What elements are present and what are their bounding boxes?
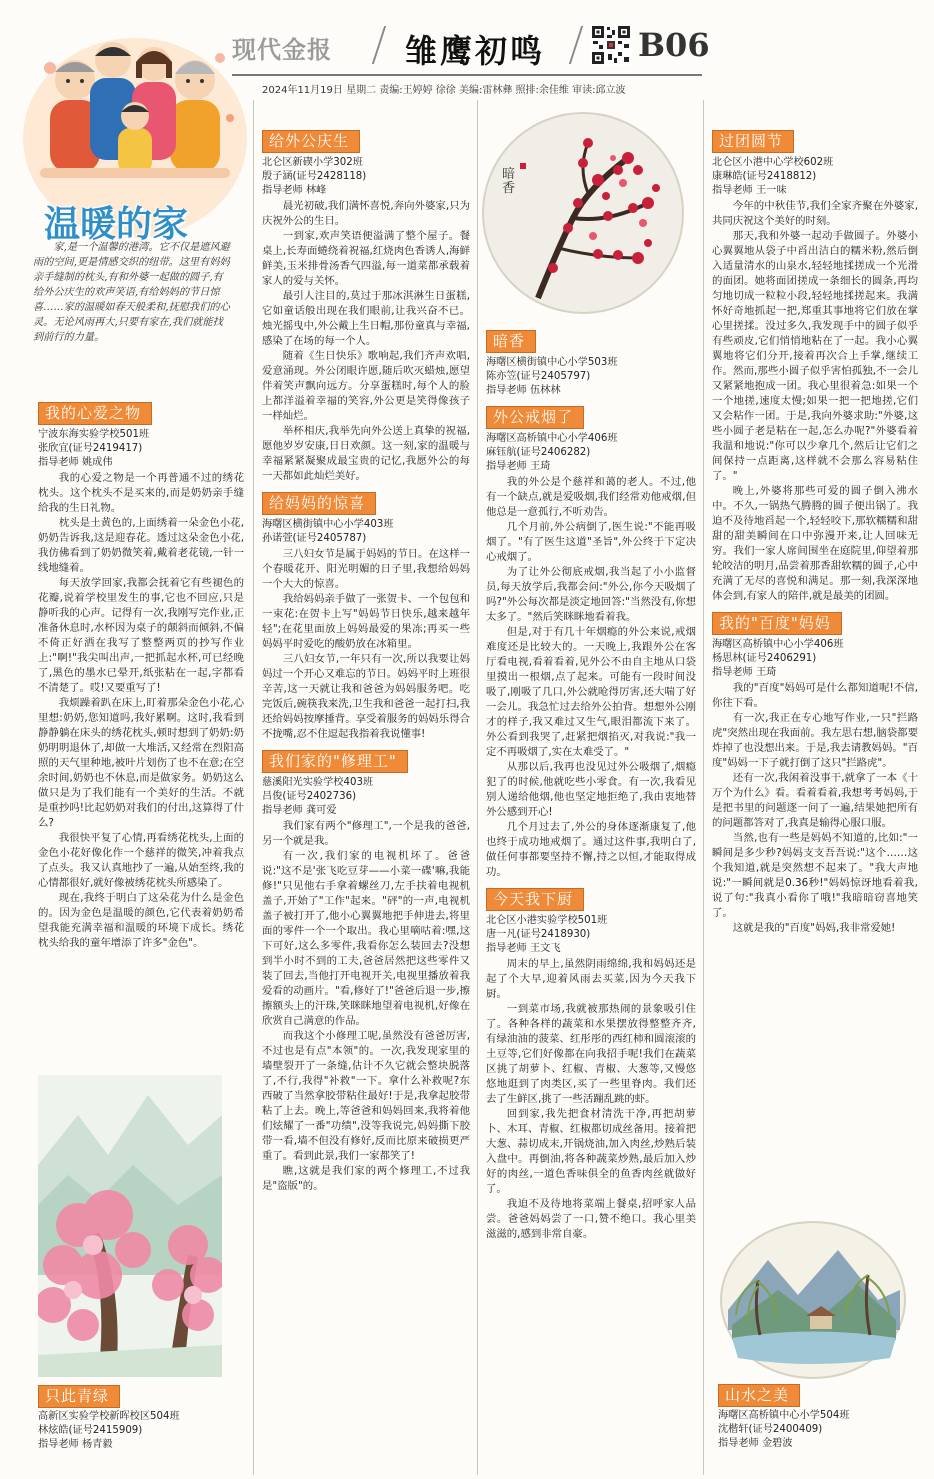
artwork-plum — [486, 328, 696, 398]
paragraph: 一到家,欢声笑语便溢满了整个屋子。餐桌上,长寿面蜷绕着祝福,红烧肉色香诱人,海鲜鲜美,玉米排骨汤香气四溢,每一道菜都承载着家人的爱与关怀。 — [262, 230, 470, 287]
article-title: 我们家的"修理工" — [262, 750, 408, 773]
article-teacher: 指导老师 龚可爱 — [262, 805, 337, 816]
artwork-school: 海曙区高桥镇中心小学504班 — [718, 1410, 850, 1421]
article-reunion-festival — [712, 128, 918, 604]
article-author: 麻钰航(证号2406282) — [486, 447, 591, 458]
column-rule — [253, 100, 254, 1475]
article-teacher: 指导老师 林峰 — [262, 185, 327, 196]
artwork-teacher: 指导老师 金碧波 — [718, 1438, 793, 1449]
paragraph: 那天,我和外婆一起动手做圆子。外婆小心翼翼地从袋子中舀出洁白的糯米粉,然后倒入适量清水的山泉水,轻轻地揉搓成一个光滑的面团。她将面团搓成一条细长的圆条,再均匀地切成一粒粒小段,轻轻地揉搓起来。我满怀好奇地抓起一把,郑重其事地将它们放在掌心里搓揉。没过多久,我发现手中的圆子似乎有些顽皮,它们悄悄地粘在了一起。我小心翼翼地将它们分开,接着再次合上手掌,继续工作。然而,那些小圆子似乎害怕孤独,不一会儿又紧紧地抱成一团。我心里很着急:如果一个一个地搓,速度太慢;如果一把一把地搓,它们又会粘作一团。于是,我向外婆求助:"外婆,这些小圆子老是粘在一起,怎么办呢?"外婆看着我温和地说:"你可以少拿几个,然后让它们之间保持一点距离,这样就不会那么容易粘住了。" — [712, 230, 918, 482]
paragraph: 三八妇女节是属于妈妈的节日。在这样一个春暖花开、阳光明媚的日子里,我想给妈妈一个大大的惊喜。 — [262, 548, 470, 590]
paragraph: 现在,我终于明白了这朵花为什么是金色的。因为金色是温暖的颜色,它代表着奶奶希望我能充满幸福和温暖的环境下成长。绣花枕头给我的童年增添了许多"金色"。 — [38, 892, 244, 949]
article-title: 过团圆节 — [712, 130, 794, 153]
artwork-author: 沈楷轩(证号2400409) — [718, 1424, 823, 1435]
section-title: 雏鹰初鸣 — [405, 32, 546, 70]
paragraph: 瞧,这就是我们家的两个修理工,不过我是"盗版"的。 — [262, 1165, 470, 1192]
article-author: 康琳皓(证号2418812) — [712, 171, 817, 182]
artwork-credit — [718, 1409, 924, 1451]
article-school: 宁波东海实验学校501班 — [38, 429, 150, 440]
paragraph: 从那以后,我再也没见过外公吸烟了,烟瘾犯了的时候,他就吃些小零食。有一次,我看见别人递给他烟,他也坚定地拒绝了,我由衷地替外公感到开心! — [486, 761, 696, 818]
article-my-treasure — [38, 400, 244, 951]
article-school: 慈溪阳光实验学校403班 — [262, 777, 374, 788]
column-rule — [703, 100, 704, 1475]
column-2 — [262, 128, 470, 1200]
paragraph: 而我这个小修理工呢,虽然没有爸爸厉害,不过也是有点"本领"的。一次,我发现家里的墙壁裂开了一条缝,估计不久它就会整块脱落了,不行,我得"补救"一下。拿什么补救呢?东西破了当然拿胶带粘住最好!于是,我拿起胶带粘了上去。晚上,等爸爸和妈妈回来,我将着他们炫耀了一番"功绩",没等我说完,妈妈撕下胶带一看,墙不但没有修好,反而比原来破损更严重了。看到此景,我们一家都笑了! — [262, 1030, 470, 1162]
article-teacher: 指导老师 王一味 — [712, 185, 787, 196]
paragraph: 一到菜市场,我就被那热闹的景象吸引住了。各种各样的蔬菜和水果摆放得整整齐齐,有绿油油的菠菜、红彤彤的西红柿和圆滚滚的土豆等,它们好像都在向我招手呢!我们在蔬菜区挑了胡萝卜、红椒、青椒、大葱等,又慢悠悠地逛到了肉类区,买了一些里脊肉。我们还去了生鲜区,挑了一些活蹦乱跳的虾。 — [486, 1003, 696, 1105]
column-4 — [712, 128, 918, 942]
page-number: B06 — [638, 26, 710, 64]
paragraph: 我迫不及待地将菜端上餐桌,招呼家人品尝。爸爸妈妈尝了一口,赞不绝口。我心里美滋滋的,感到非常自豪。 — [486, 1198, 696, 1240]
paragraph: 有一次,我正在专心地写作业,一只"拦路虎"突然出现在我面前。我左思右想,脑袋都要炸掉了也没想出来。于是,我去请教妈妈。"百度"妈妈一下子就打倒了这只"拦路虎"。 — [712, 712, 918, 769]
article-title: 我的心爱之物 — [38, 402, 152, 425]
paragraph: 我的"百度"妈妈可是什么都知道呢!不信,你往下看。 — [712, 682, 918, 709]
artwork-title: 暗香 — [486, 330, 536, 353]
paragraph: 还有一次,我闲着没事干,就拿了一本《十万个为什么》看。看着看着,我想考考妈妈,于是把书里的问题逐一问了一遍,结果她把所有的问题都答对了,我真是输得心服口服。 — [712, 772, 918, 829]
paragraph: 枕头是土黄色的,上面绣着一朵金色小花,奶奶告诉我,这是迎春花。透过这朵金色小花,我仿佛看到了奶奶微笑着,戴着老花镜,一针一线地缝着。 — [38, 517, 244, 574]
paragraph: 有一次,我们家的电视机坏了。爸爸说:"这不是'张飞吃豆芽——小菜一碟'嘛,我能修!"只见他右手拿着螺丝刀,左手扶着电视机盖子,开始了"工作"起来。"砰"的一声,电视机盖子被打开了,他小心翼翼地把手伸进去,将里面的零件一个一个取出。我心里嘀咕着:嘿,这下可好,这么多零件,我看你怎么装回去?没想到半小时不到的工夫,爸爸居然把这些零件又装了回去,当他打开电视开关,电视里播放着我爱看的动画片。"看,修好了!"爸爸后退一步,擦擦额头上的汗珠,笑眯眯地望着电视机,好像在欣赏自己满意的作品。 — [262, 850, 470, 1027]
article-school: 海曙区横街镇中心小学403班 — [262, 519, 394, 530]
artwork-school: 海曙区横街镇中心小学503班 — [486, 357, 618, 368]
article-mom-surprise — [262, 490, 470, 742]
article-title: 今天我下厨 — [486, 888, 584, 911]
paragraph: 几个月过去了,外公的身体逐渐康复了,他也终于成功地戒烟了。通过这件事,我明白了,做任何事都要坚持不懈,持之以恒,才能取得成功。 — [486, 821, 696, 878]
paragraph: 我很快平复了心情,再看绣花枕头,上面的金色小花好像化作一个慈祥的微笑,冲着我点了点头。我又认真地抄了一遍,从始至终,我的心情都很好,就好像被绣花枕头所感染了。 — [38, 832, 244, 889]
paragraph: 当然,也有一些是妈妈不知道的,比如:"一瞬间是多少秒?妈妈支支吾吾说:"这个……这个我知道,就是突然想不起来了。"我大声地说:"一瞬间就是0.36秒!"妈妈惊讶地看着我,说了句:"我真小看你了哦!"我暗暗窃喜地笑了。 — [712, 832, 918, 919]
paragraph: 回到家,我先把食材清洗干净,再把胡萝卜、木耳、青椒、红椒都切成丝备用。接着把大葱、蒜切成末,开锅烧油,加入肉丝,炒熟后装入盘中。再倒油,将各种蔬菜炒熟,最后加入炒好的肉丝,一道色香味俱全的鱼香肉丝就做好了。 — [486, 1108, 696, 1195]
section-intro: 家,是一个温馨的港湾。它不仅是遮风避雨的空间,更是情感交织的纽带。这里有妈妈亲手缝制的枕头,有和外婆一起做的圆子,有给外公庆生的欢声笑语,有给妈妈的节日惊喜……家的温暖如春天般柔和,抚慰我们的心灵。无论风雨再大,只要有家在,我们就能找到前行的力量。 — [33, 242, 230, 343]
column-1 — [38, 400, 244, 957]
article-author: 殷子涵(证号2428118) — [262, 171, 367, 182]
article-grandpa-birthday — [262, 128, 470, 484]
article-author: 张欣宜(证号2419417) — [38, 443, 143, 454]
paragraph: 我烦躁着趴在床上,盯着那朵金色小花,心里想:奶奶,您知道吗,我好累啊。这时,我看到静静躺在床头的绣花枕头,顿时想到了奶奶:奶奶明明退休了,却做一大堆活,又经常在烈阳高照的天气里种地,被叶片划伤了也不在意;在空余时间,奶奶也不休息,而是做家务。奶奶这么做只是为了我们能有一个美好的生活。不就是重抄吗!比起奶奶对我们的付出,这算得了什么? — [38, 697, 244, 829]
article-teacher: 指导老师 王琦 — [486, 461, 551, 472]
paragraph: 随着《生日快乐》歌响起,我们齐声欢唱,爱意涌现。外公闭眼许愿,随后吹灭蜡烛,愿望伴着笑声飘向远方。分享蛋糕时,每个人的脸上都洋溢着幸福的笑容,外公更是笑得像孩子一样灿烂。 — [262, 350, 470, 422]
article-teacher: 指导老师 王文飞 — [486, 943, 561, 954]
paragraph: 晨光初破,我们满怀喜悦,奔向外婆家,只为庆祝外公的生日。 — [262, 200, 470, 227]
masthead-divider — [569, 26, 583, 64]
paragraph: 这就是我的"百度"妈妈,我非常爱她! — [732, 922, 896, 934]
paragraph: 为了让外公彻底戒烟,我当起了小小监督员,每天放学后,我都会问:"外公,你今天吸烟了吗?"外公每次都是淡定地回答:"当然没有,你想太多了。"然后笑眯眯地看着我。 — [486, 566, 696, 623]
landscape-painting-blossom — [38, 1075, 222, 1377]
artwork-title: 只此青绿 — [38, 1385, 120, 1408]
paragraph: 今年的中秋佳节,我们全家齐聚在外婆家,共同庆祝这个美好的时刻。 — [712, 200, 918, 227]
article-author: 唐一凡(证号2418930) — [486, 929, 591, 940]
paragraph: 我的外公是个慈祥和蔼的老人。不过,他有一个缺点,就是爱吸烟,我们经常劝他戒烟,但他总是一意孤行,不听劝告。 — [486, 476, 696, 518]
paragraph: 三八妇女节,一年只有一次,所以我要让妈妈过一个开心又难忘的节日。妈妈平时上班很辛苦,这一天就让我和爸爸为妈妈服务吧。吃完饭后,碗筷我来洗,卫生我和爸爸一起打扫,我还给妈妈按摩捶背。享受着服务的妈妈乐得合不拢嘴,忍不住逗起我指着我说懂事! — [262, 653, 470, 740]
column-3 — [486, 328, 696, 1248]
artwork-author: 林炫皓(证号2415909) — [38, 1425, 143, 1436]
plum-blossom-painting — [478, 108, 688, 318]
paragraph: 每天放学回家,我都会抚着它有些褪色的花瓣,说着学校里发生的事,它也不回应,只是静听我的心声。记得有一次,我刚写完作业,正准备休息时,水杯因为桌子的颠斜而倾斜,不偏不倚正好洒在我写了整整两页的抄写作业上:"啊!"我尖叫出声,一把抓起水杯,可已经晚了,黑色的墨水已晕开,纸张粘在一起,字都看不清楚了。哎!又要重写了! — [38, 577, 244, 694]
article-title: 我的"百度"妈妈 — [712, 612, 842, 635]
newspaper-name: 现代金报 — [232, 35, 332, 64]
paragraph: 周末的早上,虽然阴雨绵绵,我和妈妈还是起了个大早,迎着风雨去买菜,因为今天我下厨。 — [486, 958, 696, 1000]
masthead-rule — [232, 74, 702, 76]
paragraph: 但是,对于有几十年烟瘾的外公来说,戒烟难度还是比较大的。一天晚上,我跟外公在客厅看电视,看着看着,见外公不由自主地从口袋里摸出一根烟,点了起来。可能有一段时间没吸了,刚吸了几口,外公就呛得厉害,还大喘了好一会儿。我急忙过去给外公拍背。想想外公刚才的样子,我又难过又生气,眼泪都流下来了。外公看到我哭了,赶紧把烟掐灭,对我说:"我一定不再吸烟了,实在太难受了。" — [486, 626, 696, 758]
issue-meta: 2024年11月19日 星期二 责编:王婷婷 徐徐 美编:雷林彝 照排:余佳维 审读:邱立波 — [262, 85, 626, 96]
artwork-school: 高新区实验学校新晖校区504班 — [38, 1411, 180, 1422]
article-cooking-today — [486, 886, 696, 1242]
article-repairman — [262, 748, 470, 1194]
landscape-painting-mountains — [718, 1220, 908, 1380]
artwork-credit — [38, 1410, 248, 1452]
banner-title: 温暖的家 — [44, 203, 189, 245]
article-school: 北仑区小港中心学校602班 — [712, 157, 834, 168]
paragraph: 我的心爱之物是一个再普通不过的绣花枕头。这个枕头不是买来的,而是奶奶亲手缝给我的生日礼物。 — [38, 472, 244, 514]
paragraph: 举杯相庆,我举先向外公送上真挚的祝福,愿他岁岁安康,日日欢颜。这一刻,家的温暖与幸福紧紧凝聚成最宝贵的记忆,我愿外公的每一天都如此灿烂美好。 — [262, 425, 470, 482]
article-title: 外公戒烟了 — [486, 406, 584, 429]
paragraph: 我给妈妈亲手做了一张贺卡、一个包包和一束花:在贺卡上写"妈妈节日快乐,越来越年轻";在花里面放上妈妈最爱的果冻;再买一些妈妈平时爱吃的酸奶放在冰箱里。 — [262, 593, 470, 650]
painting-inscription: 暗香 — [502, 167, 516, 196]
article-author: 孙诺萱(证号2405787) — [262, 533, 367, 544]
artwork-title: 山水之美 — [718, 1384, 800, 1407]
masthead-divider — [372, 26, 386, 64]
article-teacher: 指导老师 王琦 — [712, 667, 777, 678]
article-grandpa-quit-smoking — [486, 404, 696, 880]
artwork-teacher: 指导老师 杨青毅 — [38, 1439, 113, 1450]
article-baidu-mom — [712, 610, 918, 936]
article-school: 海曙区高桥镇中心小学406班 — [712, 639, 844, 650]
article-school: 海曙区高桥镇中心小学406班 — [486, 433, 618, 444]
artwork-author: 陈亦笠(证号2405797) — [486, 371, 591, 382]
article-title: 给妈妈的惊喜 — [262, 492, 376, 515]
qr-code-icon — [590, 24, 632, 66]
article-author: 吕俊(证号2402736) — [262, 791, 357, 802]
paragraph: 最引人注目的,莫过于那冰淇淋生日蛋糕,它如童话般出现在我们眼前,让我兴奋不已。烛光摇曳中,外公戴上生日帽,那份童真与幸福,感染了在场的每一个人。 — [262, 290, 470, 347]
article-title: 给外公庆生 — [262, 130, 360, 153]
paragraph: 几个月前,外公病倒了,医生说:"不能再吸烟了。"有了医生这道"圣旨",外公终于下定决心戒烟了。 — [486, 521, 696, 563]
paragraph: 晚上,外婆将那些可爱的圆子倒入沸水中。不久,一锅热气腾腾的圆子便出锅了。我迫不及待地舀起一个,轻轻咬下,那软糯糯和甜甜的甜美瞬间在口中弥漫开来,让人回味无穷。我们一家人席间围坐在庭院里,仰望着那轮皎洁的明月,品尝着那香甜软糯的圆子,心中充满了无尽的喜悦和满足。那一刻,我深深地体会到,有家人的陪伴,就是最美的团圆。 — [712, 485, 918, 602]
article-author: 杨思林(证号2406291) — [712, 653, 817, 664]
section-banner — [20, 28, 250, 263]
article-teacher: 指导老师 姚成伟 — [38, 457, 113, 468]
paragraph: 我们家有两个"修理工",一个是我的爸爸,另一个就是我。 — [262, 820, 470, 847]
article-school: 北仑区新碶小学302班 — [262, 157, 363, 168]
artwork-teacher: 指导老师 伍林林 — [486, 385, 561, 396]
article-school: 北仑区小港实验学校501班 — [486, 915, 608, 926]
